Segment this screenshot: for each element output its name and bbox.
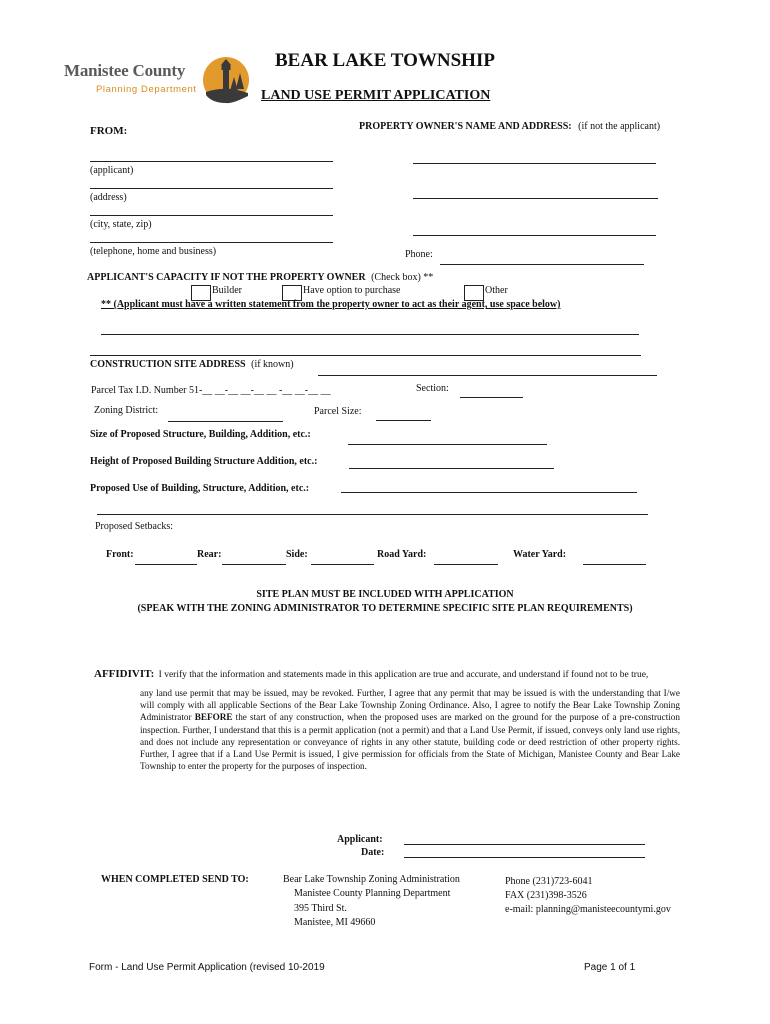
address-field[interactable] — [90, 188, 333, 189]
road-yard-label: Road Yard: — [377, 549, 427, 560]
road-yard-field[interactable] — [434, 564, 498, 565]
parcel-size-field[interactable] — [376, 420, 431, 421]
contact-email[interactable]: e-mail: planning@manisteecountymi.gov — [505, 904, 671, 916]
builder-option-label: Builder — [212, 285, 242, 296]
rear-setback-label: Rear: — [197, 549, 222, 560]
front-setback-field[interactable] — [135, 564, 197, 565]
affidavit-before-text: BEFORE — [194, 712, 233, 723]
affidavit-label: AFFIDIVIT: — [94, 668, 155, 680]
county-logo — [62, 55, 252, 107]
side-setback-label: Side: — [286, 549, 308, 560]
city-state-zip-caption: (city, state, zip) — [90, 219, 152, 230]
site-address-field[interactable] — [318, 375, 657, 376]
send-to-address — [283, 873, 460, 931]
structure-size-field[interactable] — [348, 444, 547, 445]
date-label: Date: — [361, 847, 385, 858]
height-label: Height of Proposed Building Structure Addition, etc.: — [90, 456, 318, 467]
owner-section-label — [359, 121, 660, 132]
from-label: FROM: — [90, 125, 128, 137]
rear-setback-field[interactable] — [222, 564, 286, 565]
applicant-signature-field[interactable] — [404, 844, 645, 845]
owner-label: PROPERTY OWNER'S NAME AND ADDRESS: — [359, 121, 572, 132]
parcel-id-label: Parcel Tax I.D. Number 51-__ __-__ __-__ __ -__ __-__ __ — [91, 385, 331, 396]
contact-phone: Phone (231)723-6041 — [505, 876, 593, 887]
address-caption: (address) — [90, 192, 127, 203]
agent-note: ** (Applicant must have a written statement from the property owner to act as their agent, use space below) — [101, 299, 561, 310]
logo-dept-name: Planning Department — [96, 84, 197, 95]
section-field[interactable] — [460, 397, 523, 398]
lighthouse-icon — [202, 55, 250, 105]
send-to-address-line: 395 Third St. — [294, 902, 347, 914]
capacity-heading — [87, 272, 433, 283]
affidavit-text-b: the start of any construction, when the proposed uses are marked on the ground for the purpose of a pre-construction inspection. Further, I understand that this is a permit application (not a permit) and that a Land Use Permit, if issued, conveys only land use rights, and does not include any representation or conveyance of rights in any other statute, building code or deed restriction of other property rights. Further, I agree that if a Land Use Permit is issued, I give permission for officials from the State of Michigan, Manistee County and Bear Lake Township to enter the property for the purposes of inspection. — [140, 712, 680, 772]
site-plan-requirements: (SPEAK WITH THE ZONING ADMINISTRATOR TO DETERMINE SPECIFIC SITE PLAN REQUIREMENTS) — [137, 603, 633, 614]
owner-city-field[interactable] — [413, 235, 656, 236]
affidavit-body — [140, 687, 680, 772]
front-setback-label: Front: — [106, 549, 134, 560]
side-setback-field[interactable] — [311, 564, 374, 565]
send-to-address-line: Manistee, MI 49660 — [294, 917, 376, 929]
capacity-label: APPLICANT'S CAPACITY IF NOT THE PROPERTY OWNER — [87, 272, 366, 283]
height-field[interactable] — [349, 468, 554, 469]
water-yard-field[interactable] — [583, 564, 646, 565]
applicant-name-field[interactable] — [90, 161, 333, 162]
page-title: BEAR LAKE TOWNSHIP — [275, 50, 495, 71]
other-option-label: Other — [485, 285, 508, 296]
send-to-address-line: Bear Lake Township Zoning Administration — [283, 874, 460, 885]
owner-name-field[interactable] — [413, 163, 656, 164]
owner-phone-label: Phone: — [405, 249, 433, 260]
site-address-hint: (if known) — [251, 359, 294, 370]
setbacks-label: Proposed Setbacks: — [95, 521, 174, 532]
affidavit-first-line — [94, 668, 648, 680]
owner-phone-field[interactable] — [440, 264, 644, 265]
zoning-district-label: Zoning District: — [94, 405, 159, 416]
proposed-use-line-2[interactable] — [97, 514, 648, 515]
agent-statement-line-2[interactable] — [90, 355, 641, 356]
site-plan-notice: SITE PLAN MUST BE INCLUDED WITH APPLICATION — [256, 589, 514, 600]
city-state-zip-field[interactable] — [90, 215, 333, 216]
logo-org-name: Manistee County — [64, 61, 186, 80]
site-address-heading — [90, 359, 294, 370]
affidavit-intro: I verify that the information and statements made in this application are true and accurate, and understand if found not to be true, — [158, 670, 649, 680]
telephone-field[interactable] — [90, 242, 333, 243]
footer-form-name: Form - Land Use Permit Application (revised 10-2019 — [89, 962, 325, 973]
site-address-label: CONSTRUCTION SITE ADDRESS — [90, 359, 246, 370]
parcel-size-label: Parcel Size: — [314, 406, 362, 417]
date-field[interactable] — [404, 857, 645, 858]
proposed-use-label: Proposed Use of Building, Structure, Addition, etc.: — [90, 483, 310, 494]
section-label: Section: — [416, 383, 449, 394]
affidavit-text-a: any land use permit that may be issued, may be revoked. Further, I agree that any permit that may be issued is with the understanding that I/we will comply with all applicable Sections of the Bear Lake Township Zoning Ordinance. Also, I agree to notify the Bear Lake Township Zoning Administrator — [140, 688, 680, 723]
applicant-signature-label: Applicant: — [337, 834, 383, 845]
zoning-district-field[interactable] — [168, 421, 283, 422]
capacity-hint: (Check box) ** — [371, 272, 434, 283]
send-to-label: WHEN COMPLETED SEND TO: — [101, 874, 249, 885]
send-to-address-line: Manistee County Planning Department — [294, 888, 451, 900]
send-to-contact — [505, 875, 671, 918]
owner-note: (if not the applicant) — [578, 121, 661, 132]
owner-address-field[interactable] — [413, 198, 658, 199]
applicant-caption: (applicant) — [90, 165, 134, 176]
water-yard-label: Water Yard: — [513, 549, 567, 560]
contact-fax: FAX (231)398-3526 — [505, 890, 587, 902]
footer-page-number: Page 1 of 1 — [584, 962, 636, 973]
page-subtitle: LAND USE PERMIT APPLICATION — [261, 88, 491, 103]
agent-statement-line-1[interactable] — [101, 334, 639, 335]
structure-size-label: Size of Proposed Structure, Building, Addition, etc.: — [90, 429, 311, 440]
proposed-use-field[interactable] — [341, 492, 637, 493]
option-to-purchase-label: Have option to purchase — [303, 285, 401, 296]
telephone-caption: (telephone, home and business) — [90, 246, 217, 257]
